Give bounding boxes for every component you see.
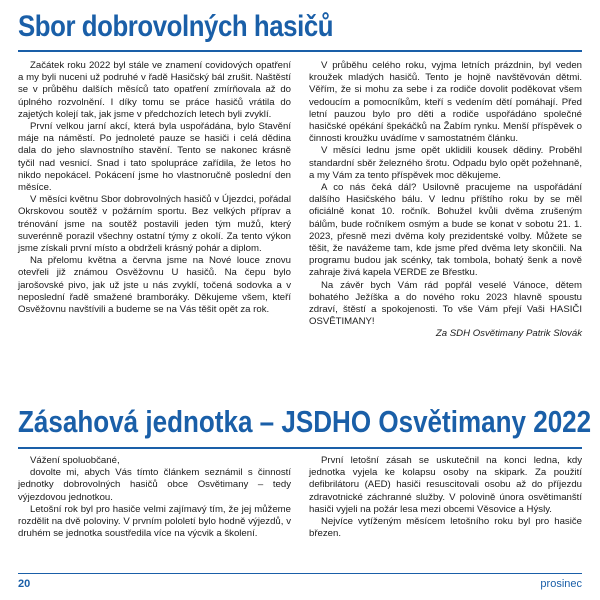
paragraph: Na závěr bych Vám rád popřál veselé Vánoce, dětem bohatého Ježíška a do nového roku 2023 hlavně spoustu zdraví, štěstí a spokojenosti. To vše Vám přejí Vaši HASIČI OSVĚTIMANY! bbox=[309, 279, 582, 328]
paragraph: Začátek roku 2022 byl stále ve znamení covidových opatření a my byli nuceni už podruhé v řadě Hasičský bál zrušit. Naštěstí se v průběhu dalších měsíců tato opatření zmírňovala až do úplného rozvolnění. I díky tomu se práce hasičů vrátila do zajetých kolejí tak, jak jsme v předchozích letech byli zvyklí. bbox=[18, 60, 291, 120]
signature: Za SDH Osvětimany Patrik Slovák bbox=[435, 328, 582, 340]
paragraph: Vážení spoluobčané, bbox=[30, 455, 120, 466]
paragraph: První velkou jarní akcí, která byla uspořádána, bylo Stavění máje na náměstí. Po jednoleté pauze se hasiči i celá dědina dala do jeho slavnostního stavění. Tento se nakonec krásně tyčil nad vesnicí. Snad i tato spolupráce zařídila, že letos ho nikdo nepokácel. Pokácení jsme ho vlastnoručně poslední den měsíce. bbox=[18, 121, 291, 194]
footer-rule bbox=[18, 573, 582, 574]
section1-right-column bbox=[309, 60, 582, 341]
paragraph: A co nás čeká dál? Usilovně pracujeme na uspořádání dalšího Hasičského bálu. V lednu příštího roku by se měl oficiálně konat 10. ročník. Bohužel kvůli dvěma zrušeným bálům, bude ročníkem osmým a bude se konat v sobotu 21. 1. 2023, přesně mezi dvěma koly prezidentské volby. Můžete se těšit, že navážeme tam, kde jsme před dvěma lety skončili. Na programu budou jak scénky, tak tombola, bohatý šenk a nově zahraje živá kapela VERDE ze Břestku. bbox=[309, 182, 582, 279]
section1-columns bbox=[18, 60, 582, 341]
paragraph: Letošní rok byl pro hasiče velmi zajímavý tím, že jej můžeme rozdělit na dvě poloviny. V prvním pololetí bylo hodně výjezdů, v druhém se jednotka soustředila více na výcvik a školení. bbox=[18, 503, 291, 540]
paragraph: Na přelomu května a června jsme na Nové louce znovu otevřeli již známou Osvěžovnu U hasičů. Na čepu bylo jarošovské pivo, jak už jste u nás zvyklí, točená sodovka a v neposlední řadě smažené bramboráky. Děkujeme všem, kteří Osvěžovnu navštívili a budeme se na Vás těšit opět za rok. bbox=[18, 255, 291, 316]
paragraph: V měsíci květnu Sbor dobrovolných hasičů v Újezdci, pořádal Okrskovou soutěž v požárním sportu. Bez velkých příprav a trénování jsme na soutěž postavili jeden tým mužů, který suverénně porazil všechny ostatní týmy z okolí. Za tento výkon jsme získali první místo a obdrželi krásný pohár a diplom. bbox=[18, 194, 291, 255]
section2-columns bbox=[18, 455, 582, 540]
section1-title-rule bbox=[18, 50, 582, 52]
paragraph: V měsíci lednu jsme opět uklidili kousek dědiny. Proběhl standardní sběr železného šrotu. Odpadu bylo opět požehnaně, a my Vám za tento příspěvek moc děkujeme. bbox=[309, 145, 582, 181]
section2-title: Zásahová jednotka – JSDHO Osvětimany 2022 bbox=[18, 404, 592, 439]
paragraph: První letošní zásah se uskutečnil na konci ledna, kdy jednotka vyjela ke kolapsu osoby na skipark. Za použití defibrilátoru (AED) hasiči resuscitovali osobu až do příjezdu zdravotnické záchranné služby. V polovině února osvětimanští hasiči vyjeli na požár lesa mezi obcemi Věsovice a Hýsly. bbox=[309, 455, 582, 515]
paragraph: V průběhu celého roku, vyjma letních prázdnin, byl veden kroužek mladých hasičů. Tento je hojně navštěvován dětmi. Věřím, že si mohu za sebe i za rodiče dovolit poděkovat všem vedoucím a pomocníkům, kteří s vedením dětí pomáhají. Před letní pauzou bylo pro děti a rodiče uspořádáno společné hasičské opékání špekáčků na Žabím rynku. Menší příspěvek o činnosti kroužku uvádíme v samostatném článku. bbox=[309, 60, 582, 145]
section2-left-column bbox=[18, 455, 291, 540]
issue-month: prosinec bbox=[540, 578, 582, 590]
paragraph: Nejvíce vytíženým měsícem letošního roku byl pro hasiče březen. bbox=[309, 516, 582, 540]
section2-right-column bbox=[309, 455, 582, 540]
section1-title: Sbor dobrovolných hasičů bbox=[18, 10, 334, 43]
paragraph: dovolte mi, abych Vás tímto článkem seznámil s činností jednotky dobrovolných hasičů obce Osvětimany – tedy výjezdovou jednotkou. bbox=[18, 467, 291, 503]
section1-left-column bbox=[18, 60, 291, 341]
section2-title-rule bbox=[18, 447, 582, 449]
page-number: 20 bbox=[18, 578, 31, 590]
